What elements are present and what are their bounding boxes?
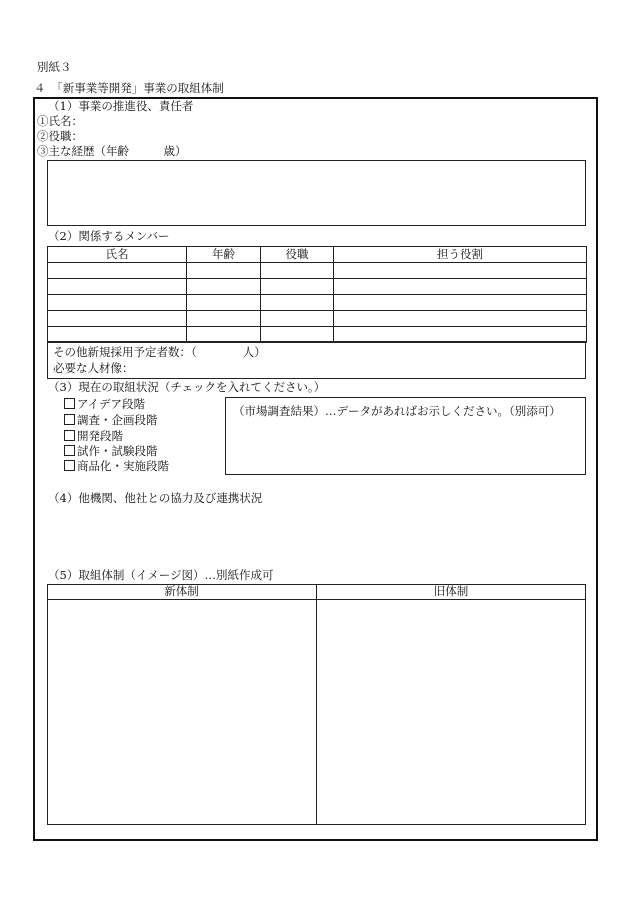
member-position-cell[interactable] bbox=[261, 263, 334, 279]
member-name-cell[interactable] bbox=[48, 279, 187, 295]
member-role-cell[interactable] bbox=[334, 311, 587, 327]
member-role-cell[interactable] bbox=[334, 263, 587, 279]
name-label: ①氏名： bbox=[37, 114, 83, 128]
checkbox-icon[interactable] bbox=[64, 460, 75, 471]
section-3-heading: （3）現在の取組状況（チェックを入れてください。） bbox=[48, 380, 326, 394]
market-research-note: （市場調査結果）…データがあればお示しください。（別添可） bbox=[233, 404, 561, 418]
section-5-heading: （5）取組体制（イメージ図）…別紙作成可 bbox=[48, 568, 274, 582]
member-name-cell[interactable] bbox=[48, 295, 187, 311]
member-age-cell[interactable] bbox=[187, 263, 261, 279]
stage-label: 開発段階 bbox=[77, 429, 123, 443]
column-header-role: 担う役割 bbox=[334, 247, 587, 263]
attachment-label: 別紙３ bbox=[37, 60, 72, 74]
stage-option[interactable] bbox=[64, 398, 145, 411]
column-header-age: 年齢 bbox=[187, 247, 261, 263]
stage-option[interactable] bbox=[64, 430, 123, 443]
position-label: ②役職： bbox=[37, 129, 83, 143]
stage-label: アイデア段階 bbox=[77, 397, 145, 411]
member-age-cell[interactable] bbox=[187, 295, 261, 311]
table-row bbox=[48, 263, 587, 279]
checkbox-icon[interactable] bbox=[64, 398, 75, 409]
member-name-cell[interactable] bbox=[48, 311, 187, 327]
career-label: ③主な経歴（年齢 歳） bbox=[37, 144, 187, 158]
stage-label: 商品化・実施段階 bbox=[77, 459, 169, 473]
section-1-heading: （1）事業の推進役、責任者 bbox=[48, 99, 194, 113]
new-structure-label: 新体制 bbox=[164, 584, 199, 598]
member-position-cell[interactable] bbox=[261, 279, 334, 295]
stage-label: 試作・試験段階 bbox=[77, 444, 158, 458]
stage-option[interactable] bbox=[64, 414, 158, 427]
career-field[interactable] bbox=[47, 160, 586, 226]
member-name-cell[interactable] bbox=[48, 263, 187, 279]
member-position-cell[interactable] bbox=[261, 311, 334, 327]
member-age-cell[interactable] bbox=[187, 311, 261, 327]
section-title: ４ 「新事業等開発」事業の取組体制 bbox=[34, 81, 224, 95]
stage-option[interactable] bbox=[64, 460, 169, 473]
column-header-name: 氏名 bbox=[48, 247, 187, 263]
table-row bbox=[48, 279, 587, 295]
table-row bbox=[48, 295, 587, 311]
member-age-cell[interactable] bbox=[187, 279, 261, 295]
member-role-cell[interactable] bbox=[334, 279, 587, 295]
checkbox-icon[interactable] bbox=[64, 445, 75, 456]
member-position-cell[interactable] bbox=[261, 295, 334, 311]
section-2-heading: （2）関係するメンバー bbox=[48, 229, 170, 243]
other-hires-label: その他新規採用予定者数：（ 人） bbox=[53, 345, 266, 359]
checkbox-icon[interactable] bbox=[64, 414, 75, 425]
column-header-position: 役職 bbox=[261, 247, 334, 263]
structure-column-divider bbox=[316, 584, 317, 825]
table-row bbox=[48, 311, 587, 327]
members-header-row bbox=[48, 247, 587, 263]
stage-label: 調査・企画段階 bbox=[77, 413, 158, 427]
section-4-heading: （4）他機関、他社との協力及び連携状況 bbox=[48, 491, 263, 505]
checkbox-icon[interactable] bbox=[64, 430, 75, 441]
members-table bbox=[47, 246, 587, 343]
old-structure-label: 旧体制 bbox=[433, 584, 469, 598]
member-role-cell[interactable] bbox=[334, 295, 587, 311]
stage-option[interactable] bbox=[64, 445, 158, 458]
needed-talent-label: 必要な人材像： bbox=[53, 361, 134, 375]
